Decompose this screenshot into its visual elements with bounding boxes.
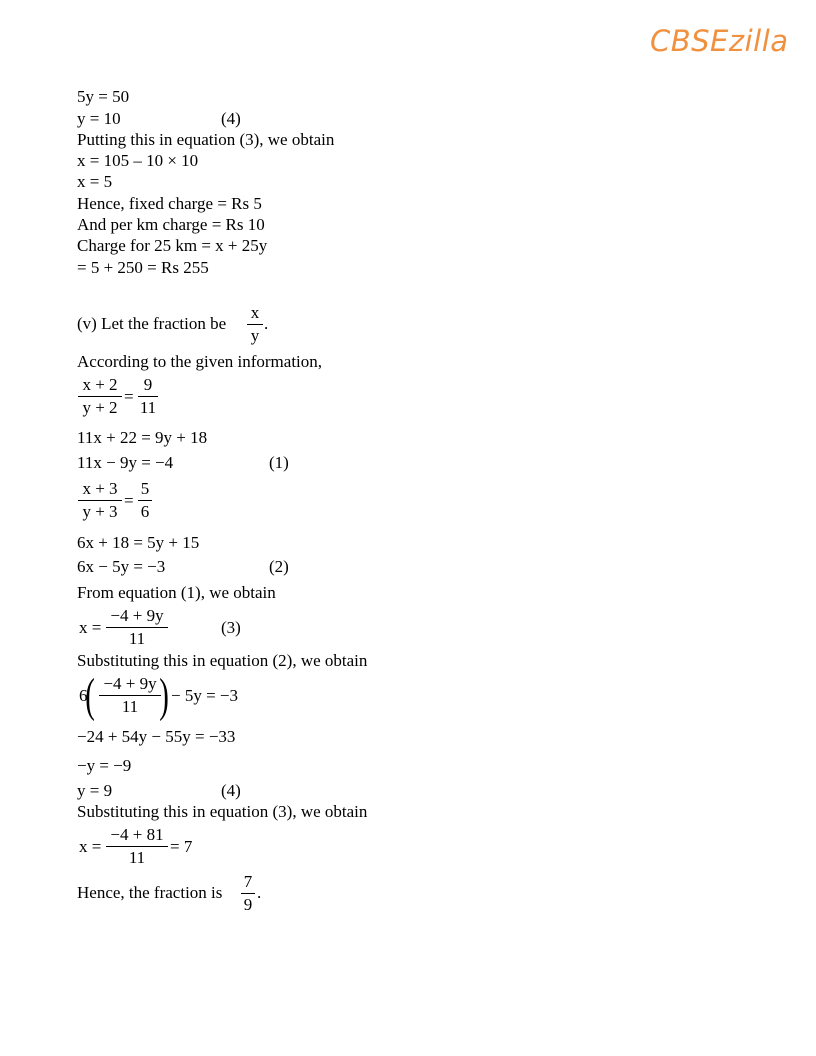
text-line: Substituting this in equation (2), we obtain (77, 651, 368, 670)
text-line: Putting this in equation (3), we obtain (77, 130, 335, 149)
fraction: x + 2 y + 2 (78, 374, 122, 419)
equation-tag: (2) (269, 557, 289, 576)
equation-tag: (4) (221, 109, 241, 128)
text-line: 11x − 9y = −4 (77, 453, 174, 472)
equation-tag: (1) (269, 453, 289, 472)
text-line: According to the given information, (77, 352, 323, 371)
text-line: From equation (1), we obtain (77, 583, 276, 602)
text-line: And per km charge = Rs 10 (77, 215, 265, 234)
equation-lhs: x = (79, 618, 102, 637)
fraction: 9 11 (139, 375, 157, 417)
equation-tag: (4) (221, 781, 241, 800)
fraction: −4 + 81 11 (106, 824, 168, 869)
text-line: x = 5 (77, 172, 113, 191)
equation-rest: − 5y = −3 (171, 686, 239, 705)
text-line: −24 + 54y − 55y = −33 (77, 727, 236, 746)
fraction: −4 + 9y 11 (106, 605, 168, 650)
text-line: x = 105 – 10 × 10 (77, 151, 199, 170)
text-line: y = 9 (77, 781, 113, 800)
fraction: x + 3 y + 3 (78, 478, 122, 523)
equation-tag: (3) (221, 618, 241, 637)
text-line: Substituting this in equation (3), we obtain (77, 802, 368, 821)
fraction: 5 6 (138, 478, 152, 523)
text-line: 6x − 5y = −3 (77, 557, 166, 576)
right-parenthesis: ) (159, 669, 169, 722)
brand-logo: CBSEzilla (650, 24, 789, 58)
text-line: 6x + 18 = 5y + 15 (77, 533, 200, 552)
text-line: −y = −9 (77, 756, 132, 775)
text-line: Charge for 25 km = x + 25y (77, 236, 268, 255)
fraction: x y (247, 302, 263, 347)
equals-sign: = (124, 491, 134, 510)
text-line: 5y = 50 (77, 87, 130, 106)
equation-rest: = 7 (170, 837, 193, 856)
fraction: −4 + 9y 11 (99, 673, 161, 718)
equation-lhs: x = (79, 837, 102, 856)
text-line: Hence, the fraction is (77, 883, 223, 902)
left-parenthesis: ( (85, 669, 95, 722)
coefficient: 6 (79, 686, 88, 705)
text-line: y = 10 (77, 109, 121, 128)
text-line: 11x + 22 = 9y + 18 (77, 428, 208, 447)
text-line: = 5 + 250 = Rs 255 (77, 258, 209, 277)
equals-sign: = (124, 387, 134, 406)
period: . (264, 314, 269, 333)
fraction: 7 9 (241, 871, 255, 916)
text-line: (v) Let the fraction be (77, 314, 227, 333)
period: . (257, 883, 262, 902)
text-line: Hence, fixed charge = Rs 5 (77, 194, 262, 213)
